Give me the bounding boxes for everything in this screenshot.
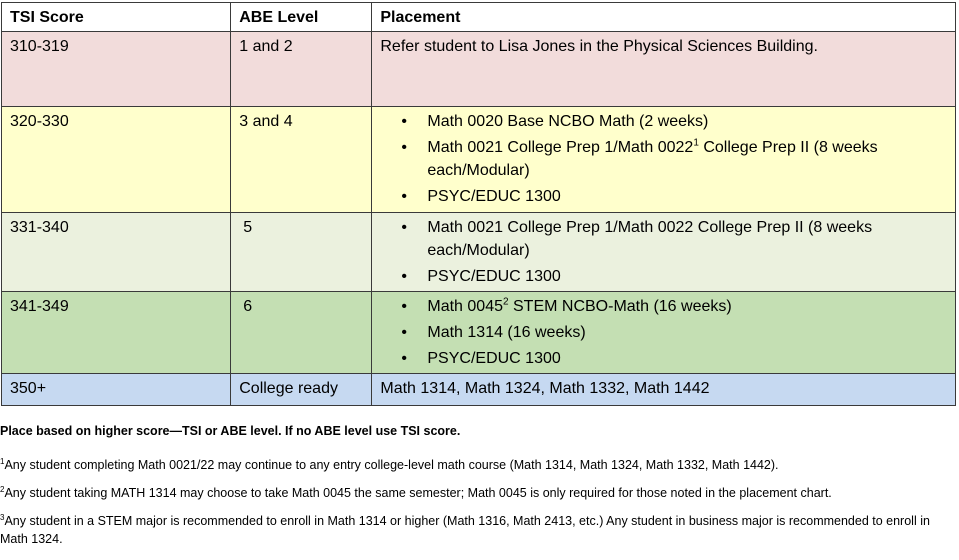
table-row bbox=[2, 292, 956, 374]
placement-cell bbox=[372, 292, 956, 374]
notes-section bbox=[0, 424, 959, 558]
placement-item: • Math 0021 College Prep 1/Math 0022 College Prep II (8 weeks each/Modular) bbox=[372, 216, 955, 262]
placement-item: • Math 0021 College Prep 1/Math 0022$^1$ College Prep II (8 weeks each/Modular) bbox=[372, 136, 955, 182]
placement-table bbox=[1, 2, 956, 406]
placement-cell: Refer student to Lisa Jones in the Physical Sciences Building. bbox=[372, 32, 956, 107]
footnote-ref: 1 bbox=[693, 137, 699, 149]
header-abe-level: ABE Level bbox=[231, 3, 372, 32]
placement-instruction: Place based on higher score—TSI or ABE level. If no ABE level use TSI score. bbox=[0, 424, 461, 438]
placement-cell bbox=[372, 107, 956, 213]
footnote: $^3$Any student in a STEM major is recommended to enroll in Math 1314 or higher (Math 1316, Math 2413, etc.) Any student in business major is recommended to enroll in Math 1324. bbox=[0, 512, 930, 546]
placement-list bbox=[372, 292, 955, 370]
placement-cell: Math 1314, Math 1324, Math 1332, Math 1442 bbox=[372, 374, 956, 406]
abe-level-cell: College ready bbox=[231, 374, 372, 406]
placement-item: • Math 1314 (16 weeks) bbox=[372, 321, 955, 344]
header-placement: Placement bbox=[372, 3, 956, 32]
abe-level-cell: 3 and 4 bbox=[231, 107, 372, 213]
table-row bbox=[2, 32, 956, 107]
footnote-ref: 2 bbox=[502, 296, 509, 308]
tsi-score-cell: 310-319 bbox=[2, 32, 231, 107]
placement-cell bbox=[372, 213, 956, 292]
header-row bbox=[2, 3, 956, 32]
header-tsi-score: TSI Score bbox=[2, 3, 231, 32]
abe-level-cell: 5 bbox=[231, 213, 372, 292]
placement-item: • PSYC/EDUC 1300 bbox=[372, 265, 955, 288]
placement-list bbox=[372, 107, 955, 208]
tsi-score-cell: 341-349 bbox=[2, 292, 231, 374]
placement-item: • PSYC/EDUC 1300 bbox=[372, 185, 955, 208]
abe-level-cell: 6 bbox=[231, 292, 372, 374]
tsi-score-cell: 331-340 bbox=[2, 213, 231, 292]
footnote: $^1$Any student completing Math 0021/22 may continue to any entry college-level math course (Math 1314, Math 1324, Math 1332, Math 1442). bbox=[0, 456, 779, 472]
table-row bbox=[2, 213, 956, 292]
placement-item: • PSYC/EDUC 1300 bbox=[372, 347, 955, 370]
placement-item: • Math 0045$^2$ STEM NCBO-Math (16 weeks) bbox=[372, 295, 955, 318]
table-row bbox=[2, 107, 956, 213]
tsi-score-cell: 350+ bbox=[2, 374, 231, 406]
placement-item: • Math 0020 Base NCBO Math (2 weeks) bbox=[372, 110, 955, 133]
abe-level-cell: 1 and 2 bbox=[231, 32, 372, 107]
footnote: $^2$Any student taking MATH 1314 may choose to take Math 0045 the same semester; Math 0045 is only required for those noted in the placement chart. bbox=[0, 484, 832, 500]
tsi-score-cell: 320-330 bbox=[2, 107, 231, 213]
table-row bbox=[2, 374, 956, 406]
placement-list bbox=[372, 213, 955, 288]
